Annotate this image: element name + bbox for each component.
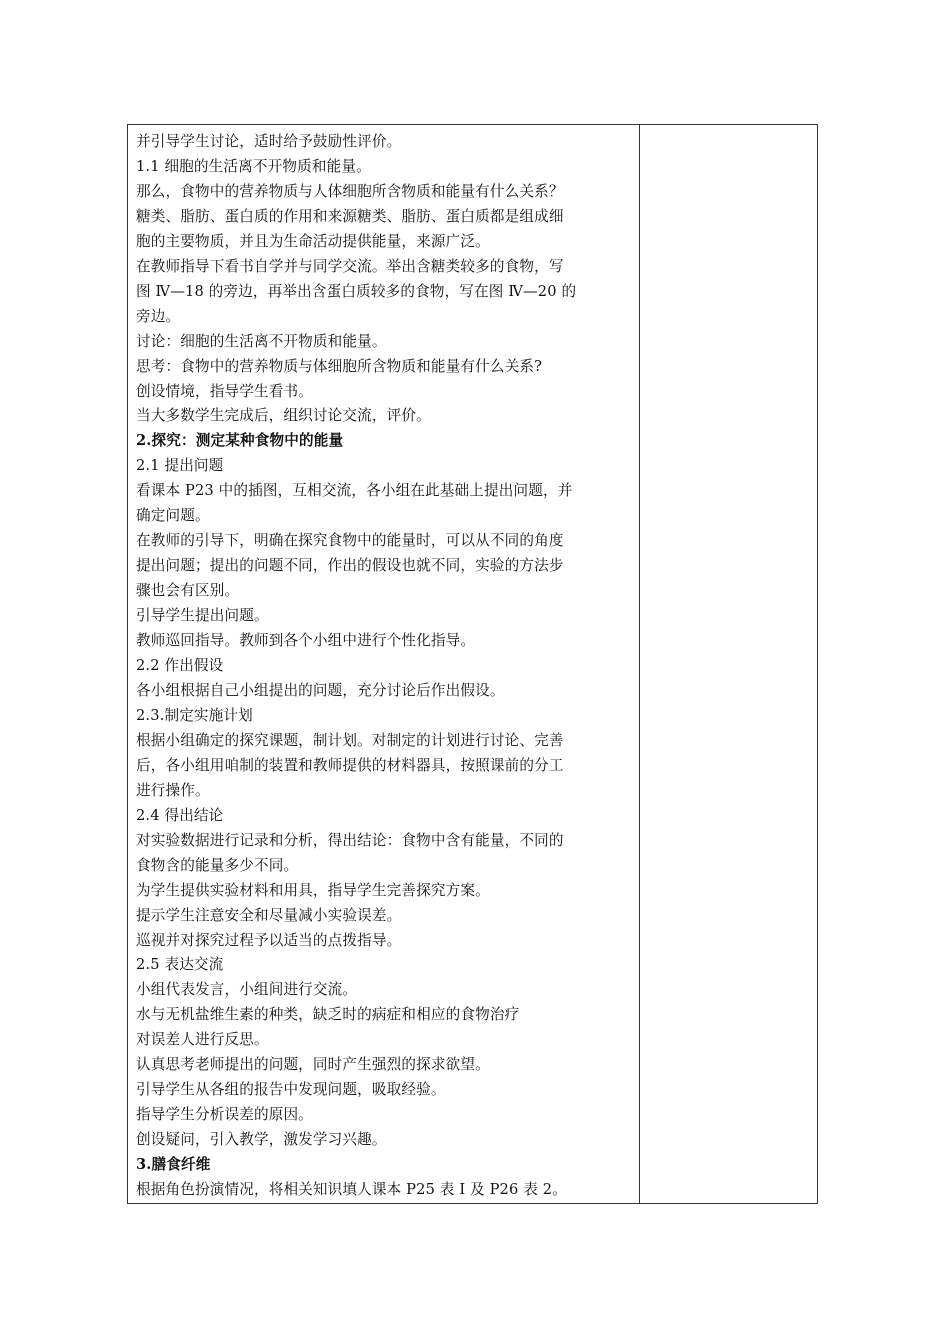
text-line: 根据小组确定的探究课题，制计划。对制定的计划进行讨论、完善	[136, 731, 564, 749]
text-line: 胞的主要物质，并且为生命活动提供能量，来源广泛。	[136, 232, 490, 250]
text-line: 根据角色扮演情况，将相关知识填人课本 P25 表 I 及 P26 表 2。	[136, 1181, 567, 1199]
text-line: 认真思考老师提出的问题，同时产生强烈的探求欲望。	[136, 1056, 490, 1074]
text-line: 并引导学生讨论，适时给予鼓励性评价。	[136, 133, 402, 150]
text-line: 2.4 得出结论	[136, 806, 224, 824]
text-line: 水与无机盐维生素的种类，缺乏时的病症和相应的食物治疗	[136, 1006, 520, 1024]
text-line: 指导学生分析误差的原因。	[136, 1106, 313, 1124]
text-line: 确定问题。	[136, 507, 210, 525]
text-line: 1.1 细胞的生活离不开物质和能量。	[136, 157, 371, 175]
text-line: 提出问题；提出的问题不同，作出的假设也就不同，实验的方法步	[136, 557, 564, 575]
text-line: 2.2 作出假设	[136, 657, 224, 675]
text-line: 对误差人进行反思。	[136, 1031, 269, 1049]
text-line: 糖类、脂肪、蛋白质的作用和来源糖类、脂肪、蛋白质都是组成细	[136, 207, 564, 225]
section-heading: 3.膳食纤维	[136, 1156, 211, 1174]
side-notes-cell	[640, 125, 818, 1204]
text-line: 小组代表发言，小组间进行交流。	[136, 981, 358, 999]
text-line: 为学生提供实验材料和用具，指导学生完善探究方案。	[136, 881, 490, 899]
text-line: 2.1 提出问题	[136, 457, 224, 475]
text-line: 看课本 P23 中的插图，互相交流，各小组在此基础上提出问题，并	[136, 482, 573, 500]
text-line: 创设疑问，引入教学，激发学习兴趣。	[136, 1131, 387, 1149]
text-line: 创设情境，指导学生看书。	[136, 382, 313, 400]
text-line: 2.5 表达交流	[136, 956, 224, 974]
text-line: 各小组根据自己小组提出的问题，充分讨论后作出假设。	[136, 681, 505, 699]
text-line: 食物含的能量多少不同。	[136, 856, 299, 874]
text-line: 讨论：细胞的生活离不开物质和能量。	[136, 332, 387, 350]
text-line: 巡视并对探究过程予以适当的点拨指导。	[136, 931, 402, 949]
text-line: 进行操作。	[136, 781, 210, 799]
section-heading: 2.探究：测定某种食物中的能量	[136, 432, 344, 450]
text-line: 那么，食物中的营养物质与人体细胞所含物质和能量有什么关系？	[136, 182, 564, 200]
main-content-cell	[128, 125, 640, 1204]
text-line: 引导学生提出问题。	[136, 607, 269, 625]
text-line: 思考：食物中的营养物质与体细胞所含物质和能量有什么关系?	[136, 357, 543, 375]
text-line: 引导学生从各组的报告中发现问题，吸取经验。	[136, 1081, 446, 1099]
table-row	[128, 125, 818, 1204]
text-line: 2.3.制定实施计划	[136, 706, 253, 724]
content-text	[128, 125, 639, 1203]
text-line: 对实验数据进行记录和分析，得出结论：食物中含有能量，不同的	[136, 831, 564, 849]
text-line: 教师巡回指导。教师到各个小组中进行个性化指导。	[136, 632, 476, 650]
text-line: 当大多数学生完成后，组织讨论交流，评价。	[136, 407, 431, 425]
text-line: 在教师指导下看书自学并与同学交流。举出含糖类较多的食物，写	[136, 257, 564, 275]
text-line: 图 Ⅳ—18 的旁边，再举出含蛋白质较多的食物，写在图 Ⅳ—20 的	[136, 282, 577, 300]
text-line: 提示学生注意安全和尽量减小实验误差。	[136, 906, 402, 924]
text-line: 旁边。	[136, 307, 181, 325]
text-line: 后，各小组用咱制的装置和教师提供的材料器具，按照课前的分工	[136, 756, 564, 774]
text-line: 在教师的引导下，明确在探究食物中的能量时，可以从不同的角度	[136, 532, 564, 550]
lesson-table	[127, 124, 818, 1204]
text-line: 骤也会有区别。	[136, 582, 240, 600]
